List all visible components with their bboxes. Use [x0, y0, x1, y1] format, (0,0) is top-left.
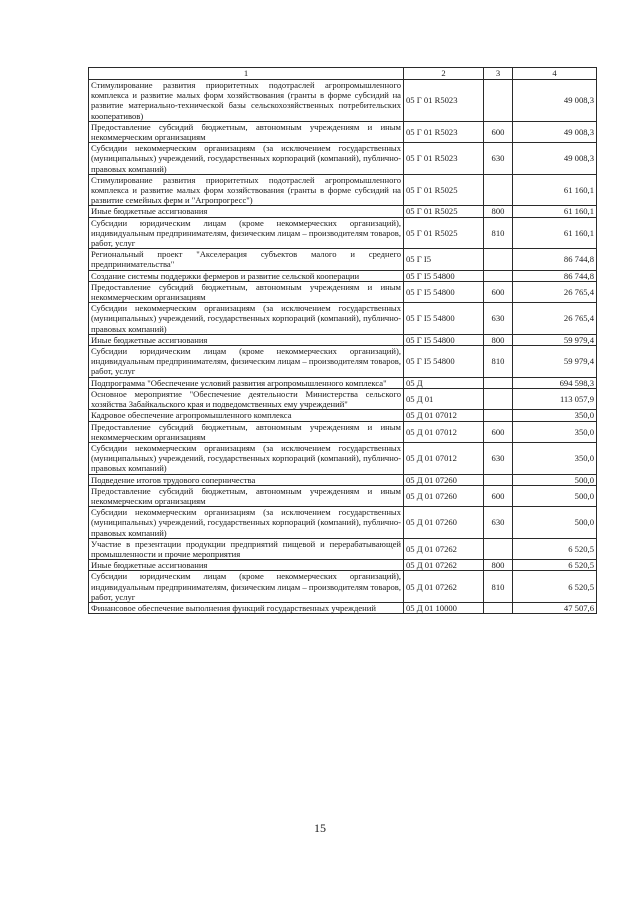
row-type-cell: 800 [484, 334, 513, 345]
row-type-cell: 600 [484, 485, 513, 506]
table-row [89, 421, 597, 442]
table-row [89, 206, 597, 217]
row-code-cell: 05 Г 01 R5025 [404, 206, 484, 217]
row-amount-cell: 694 598,3 [513, 377, 597, 388]
row-code-cell: 05 Г 01 R5025 [404, 174, 484, 206]
row-amount-cell: 59 979,4 [513, 346, 597, 378]
row-code-cell: 05 Д 01 07012 [404, 442, 484, 474]
budget-table [88, 67, 597, 614]
row-name-cell: Финансовое обеспечение выполнения функций государственных учреждений [89, 602, 404, 613]
row-code-cell: 05 Г I5 [404, 249, 484, 270]
row-type-cell [484, 270, 513, 281]
row-code-cell: 05 Д 01 07260 [404, 485, 484, 506]
row-code-cell: 05 Г 01 R5023 [404, 80, 484, 122]
table-row [89, 143, 597, 175]
row-name-cell: Предоставление субсидий бюджетным, автономным учреждениям и иным некоммерческим организациям [89, 281, 404, 302]
row-amount-cell: 6 520,5 [513, 571, 597, 603]
row-name-cell: Предоставление субсидий бюджетным, автономным учреждениям и иным некоммерческим организациям [89, 121, 404, 142]
table-row [89, 602, 597, 613]
row-type-cell: 630 [484, 143, 513, 175]
row-code-cell: 05 Д 01 10000 [404, 602, 484, 613]
row-code-cell: 05 Д 01 07262 [404, 571, 484, 603]
table-row [89, 377, 597, 388]
row-code-cell: 05 Г I5 54800 [404, 281, 484, 302]
row-amount-cell: 6 520,5 [513, 538, 597, 559]
header-col-4: 4 [513, 68, 597, 80]
table-row [89, 281, 597, 302]
row-code-cell: 05 Г 01 R5023 [404, 121, 484, 142]
table-row [89, 474, 597, 485]
row-amount-cell: 49 008,3 [513, 143, 597, 175]
row-type-cell: 810 [484, 571, 513, 603]
row-type-cell: 800 [484, 206, 513, 217]
row-name-cell: Стимулирование развития приоритетных подотраслей агропромышленного комплекса и развитие малых форм хозяйствования (гранты в форме субсидий на развитие семейных ферм и "Агропрогресс") [89, 174, 404, 206]
row-name-cell: Субсидии юридическим лицам (кроме некоммерческих организаций), индивидуальным предпринимателям, физическим лицам – производителям товаров, работ, услуг [89, 346, 404, 378]
row-code-cell: 05 Д 01 07012 [404, 410, 484, 421]
table-row [89, 507, 597, 539]
table-row [89, 121, 597, 142]
table-row [89, 174, 597, 206]
row-name-cell: Подведение итогов трудового соперничества [89, 474, 404, 485]
row-type-cell: 800 [484, 560, 513, 571]
table-row [89, 334, 597, 345]
row-type-cell [484, 602, 513, 613]
row-type-cell [484, 80, 513, 122]
row-name-cell: Субсидии некоммерческим организациям (за исключением государственных (муниципальных) учреждений, государственных корпораций (компаний), публично-правовых компаний) [89, 507, 404, 539]
header-col-2: 2 [404, 68, 484, 80]
table-row [89, 410, 597, 421]
row-type-cell: 600 [484, 421, 513, 442]
row-name-cell: Предоставление субсидий бюджетным, автономным учреждениям и иным некоммерческим организациям [89, 485, 404, 506]
row-amount-cell: 86 744,8 [513, 270, 597, 281]
row-amount-cell: 61 160,1 [513, 206, 597, 217]
row-name-cell: Субсидии некоммерческим организациям (за исключением государственных (муниципальных) учреждений, государственных корпораций (компаний), публично-правовых компаний) [89, 143, 404, 175]
row-name-cell: Иные бюджетные ассигнования [89, 560, 404, 571]
row-amount-cell: 350,0 [513, 421, 597, 442]
table-row [89, 485, 597, 506]
row-name-cell: Стимулирование развития приоритетных подотраслей агропромышленного комплекса и развитие малых форм хозяйствования (гранты в форме субсидий на развитие материально-технической базы сельскохозяйственных потребительских кооперативов) [89, 80, 404, 122]
table-row [89, 346, 597, 378]
row-amount-cell: 113 057,9 [513, 388, 597, 409]
table-row [89, 388, 597, 409]
row-amount-cell: 350,0 [513, 442, 597, 474]
row-code-cell: 05 Д [404, 377, 484, 388]
table-row [89, 442, 597, 474]
row-name-cell: Основное мероприятие "Обеспечение деятельности Министерства сельского хозяйства Забайкальского края и подведомственных ему учреждений" [89, 388, 404, 409]
row-name-cell: Участие в презентации продукции предприятий пищевой и перерабатывающей промышленности и прочие мероприятия [89, 538, 404, 559]
row-type-cell [484, 410, 513, 421]
row-type-cell: 600 [484, 281, 513, 302]
table-row [89, 249, 597, 270]
row-name-cell: Субсидии юридическим лицам (кроме некоммерческих организаций), индивидуальным предпринимателям, физическим лицам – производителям товаров, работ, услуг [89, 217, 404, 249]
row-name-cell: Иные бюджетные ассигнования [89, 334, 404, 345]
row-type-cell [484, 388, 513, 409]
row-amount-cell: 6 520,5 [513, 560, 597, 571]
row-amount-cell: 500,0 [513, 474, 597, 485]
row-amount-cell: 59 979,4 [513, 334, 597, 345]
row-amount-cell: 350,0 [513, 410, 597, 421]
table-header-row [89, 68, 597, 80]
row-amount-cell: 61 160,1 [513, 217, 597, 249]
table-row [89, 270, 597, 281]
table-row [89, 80, 597, 122]
table-row [89, 217, 597, 249]
row-name-cell: Субсидии юридическим лицам (кроме некоммерческих организаций), индивидуальным предпринимателям, физическим лицам – производителям товаров, работ, услуг [89, 571, 404, 603]
row-name-cell: Региональный проект "Акселерация субъектов малого и среднего предпринимательства" [89, 249, 404, 270]
row-amount-cell: 86 744,8 [513, 249, 597, 270]
row-type-cell [484, 538, 513, 559]
row-amount-cell: 26 765,4 [513, 303, 597, 335]
row-code-cell: 05 Г I5 54800 [404, 303, 484, 335]
row-amount-cell: 47 507,6 [513, 602, 597, 613]
row-amount-cell: 500,0 [513, 507, 597, 539]
row-name-cell: Иные бюджетные ассигнования [89, 206, 404, 217]
row-amount-cell: 49 008,3 [513, 121, 597, 142]
row-type-cell: 810 [484, 217, 513, 249]
row-code-cell: 05 Д 01 07260 [404, 474, 484, 485]
row-code-cell: 05 Г I5 54800 [404, 334, 484, 345]
header-col-1: 1 [89, 68, 404, 80]
table-row [89, 303, 597, 335]
row-code-cell: 05 Д 01 07262 [404, 538, 484, 559]
row-type-cell: 810 [484, 346, 513, 378]
table-row [89, 560, 597, 571]
row-type-cell [484, 474, 513, 485]
row-amount-cell: 61 160,1 [513, 174, 597, 206]
header-col-3: 3 [484, 68, 513, 80]
table-row [89, 571, 597, 603]
row-code-cell: 05 Д 01 [404, 388, 484, 409]
row-amount-cell: 500,0 [513, 485, 597, 506]
row-name-cell: Подпрограмма "Обеспечение условий развития агропромышленного комплекса" [89, 377, 404, 388]
page-number: 15 [314, 821, 326, 835]
row-code-cell: 05 Д 01 07262 [404, 560, 484, 571]
row-type-cell: 630 [484, 507, 513, 539]
row-code-cell: 05 Г I5 54800 [404, 346, 484, 378]
row-code-cell: 05 Г 01 R5025 [404, 217, 484, 249]
row-amount-cell: 26 765,4 [513, 281, 597, 302]
row-type-cell [484, 174, 513, 206]
row-name-cell: Субсидии некоммерческим организациям (за исключением государственных (муниципальных) учреждений, государственных корпораций (компаний), публично-правовых компаний) [89, 442, 404, 474]
row-name-cell: Субсидии некоммерческим организациям (за исключением государственных (муниципальных) учреждений, государственных корпораций (компаний), публично-правовых компаний) [89, 303, 404, 335]
table-row [89, 538, 597, 559]
row-code-cell: 05 Д 01 07012 [404, 421, 484, 442]
row-code-cell: 05 Г 01 R5023 [404, 143, 484, 175]
row-amount-cell: 49 008,3 [513, 80, 597, 122]
row-type-cell: 630 [484, 442, 513, 474]
row-code-cell: 05 Д 01 07260 [404, 507, 484, 539]
row-type-cell: 600 [484, 121, 513, 142]
row-code-cell: 05 Г I5 54800 [404, 270, 484, 281]
row-type-cell [484, 249, 513, 270]
row-type-cell [484, 377, 513, 388]
row-type-cell: 630 [484, 303, 513, 335]
row-name-cell: Создание системы поддержки фермеров и развитие сельской кооперации [89, 270, 404, 281]
row-name-cell: Кадровое обеспечение агропромышленного комплекса [89, 410, 404, 421]
row-name-cell: Предоставление субсидий бюджетным, автономным учреждениям и иным некоммерческим организациям [89, 421, 404, 442]
